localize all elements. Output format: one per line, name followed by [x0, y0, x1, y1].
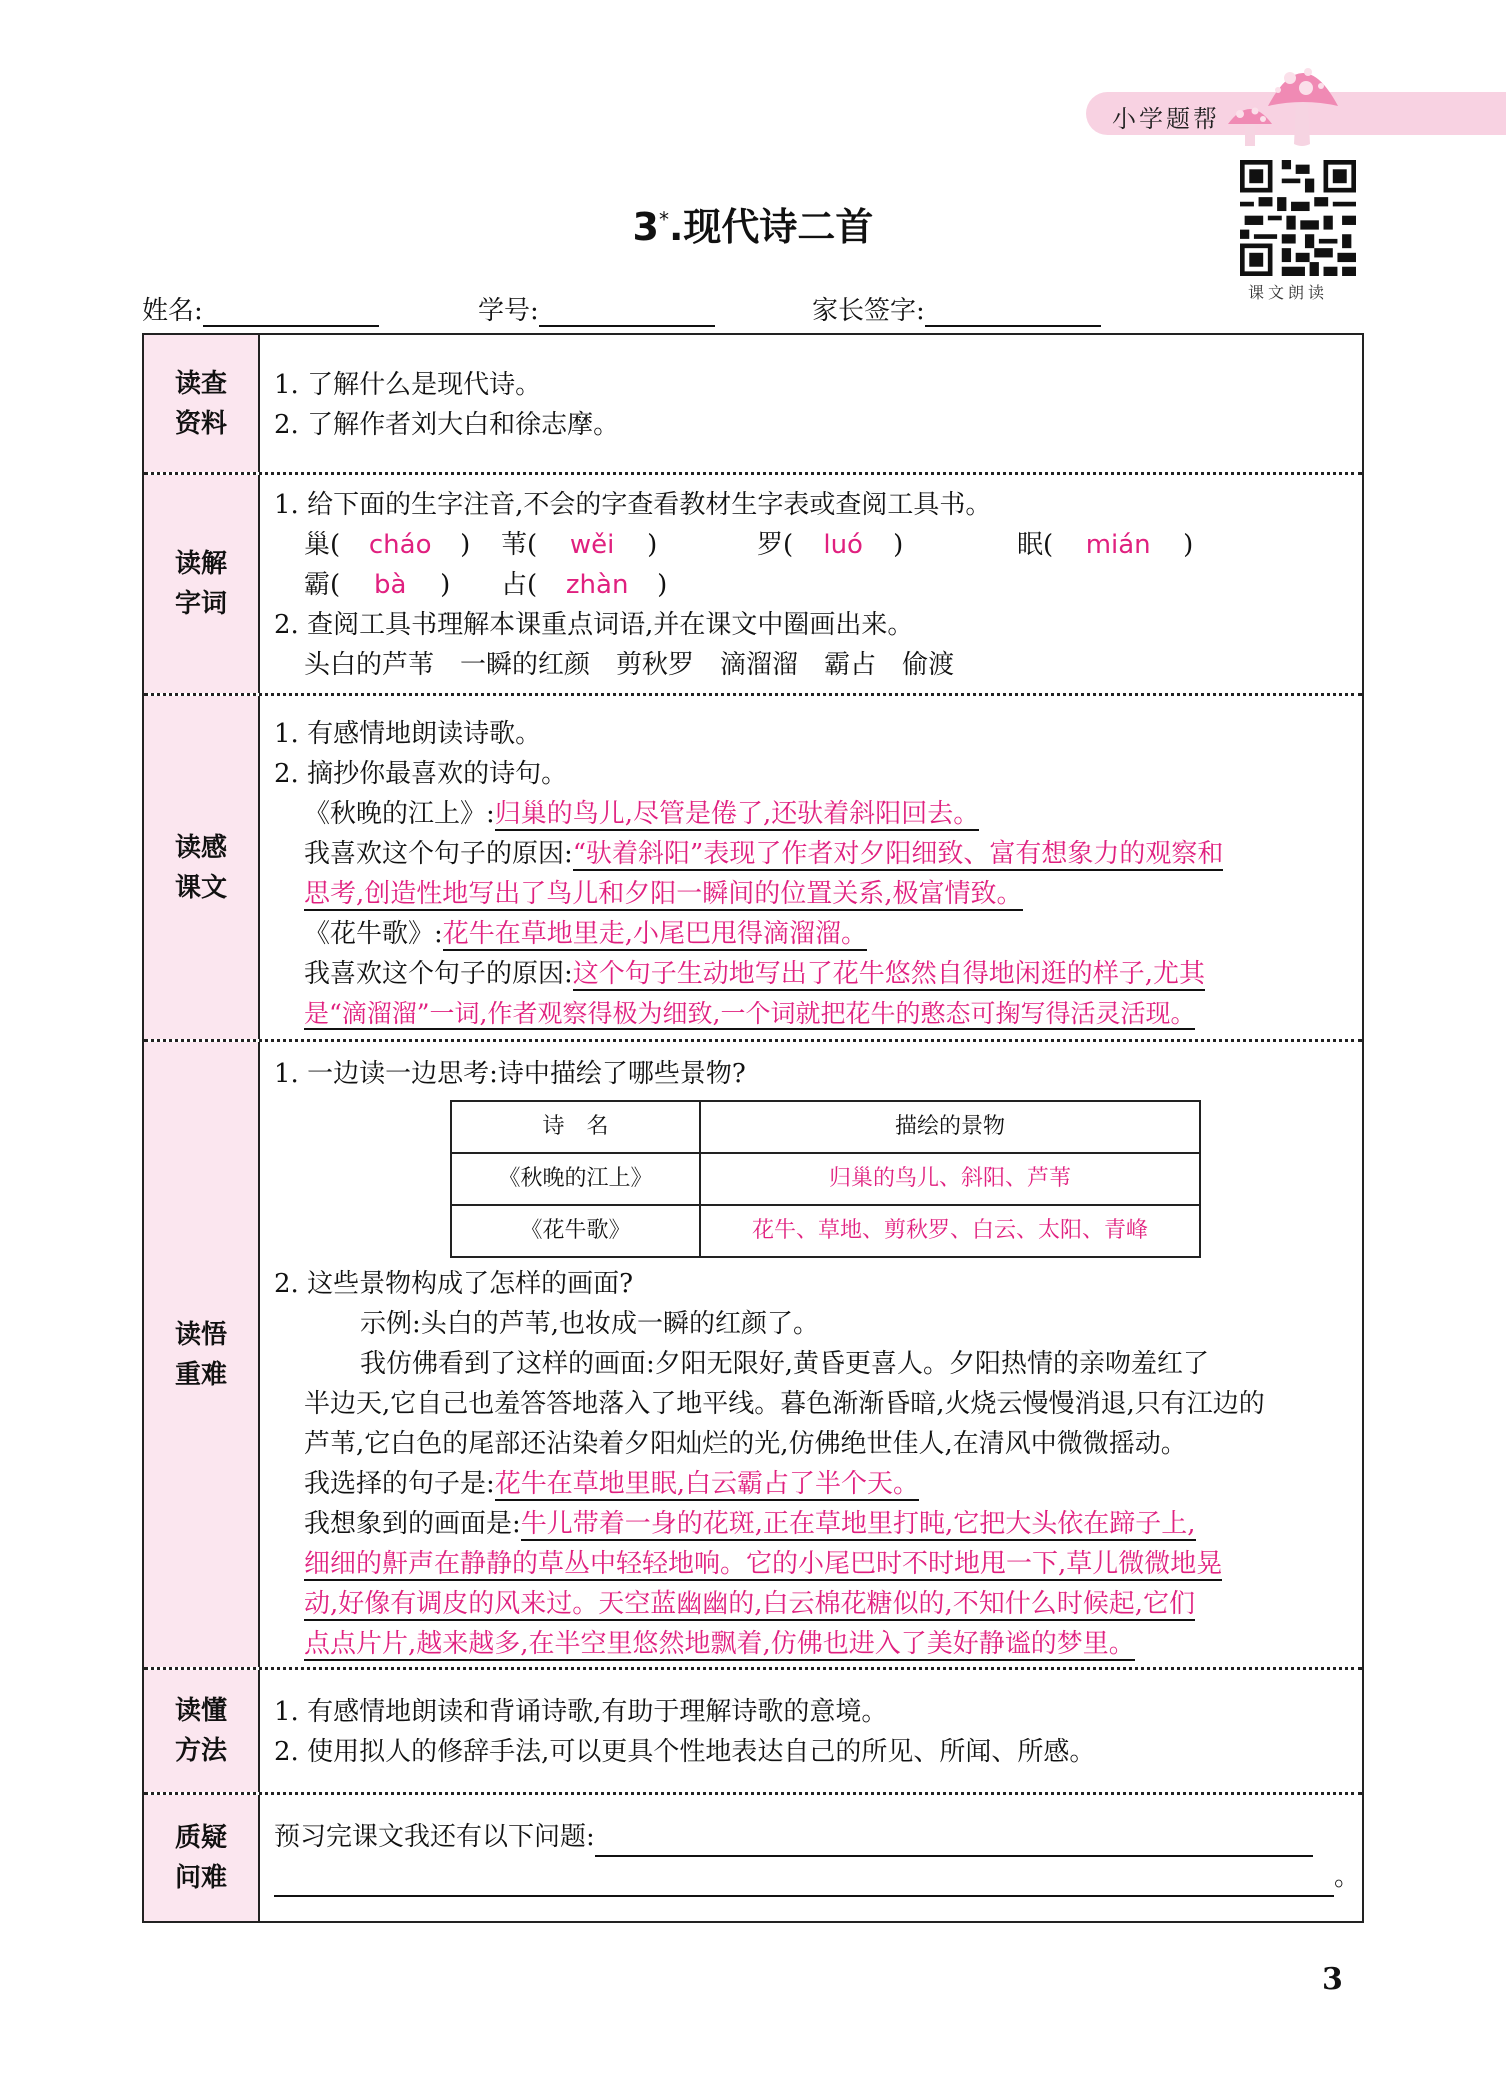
- reason-label: 我喜欢这个句子的原因:: [304, 959, 573, 989]
- scenery-table: [450, 1100, 1201, 1258]
- question: 1. 给下面的生字注音,不会的字查看教材生字表或查阅工具书。: [274, 490, 992, 520]
- section-vocabulary: [144, 475, 1362, 696]
- table-row: 《花牛歌》 花牛、草地、剪秋罗、白云、太阳、青峰: [451, 1205, 1200, 1257]
- pinyin-row: 霸( bà ) 占( zhàn ): [274, 565, 1348, 605]
- pinyin-answer[interactable]: luó: [823, 530, 863, 560]
- page-number: 3: [1322, 1962, 1343, 1997]
- name-label: 姓名:: [142, 296, 203, 326]
- qr-caption: 课文朗读: [1248, 283, 1329, 302]
- question: 2. 查阅工具书理解本课重点词语,并在课文中圈画出来。: [274, 610, 914, 640]
- answer-text[interactable]: 细细的鼾声在静静的草丛中轻轻地响。它的小尾巴时不时地甩一下,草儿微微地晃: [304, 1549, 1223, 1579]
- section-research: [144, 335, 1362, 475]
- section-label: 质疑 问难: [144, 1795, 260, 1921]
- section-label: 读悟 重难: [144, 1042, 260, 1667]
- list-item: 1. 有感情地朗读和背诵诗歌,有助于理解诗歌的意境。: [274, 1697, 888, 1727]
- pinyin-answer[interactable]: wěi: [569, 530, 615, 560]
- section-content: [260, 475, 1362, 693]
- list-item: 2. 使用拟人的修辞手法,可以更具个性地表达自己的所见、所闻、所感。: [274, 1737, 1096, 1767]
- student-id-field-group: [478, 290, 715, 327]
- answer-text[interactable]: 动,好像有调皮的风来过。天空蓝幽幽的,白云棉花糖似的,不知什么时候起,它们: [304, 1589, 1196, 1619]
- poem-title: 《秋晚的江上》:: [304, 799, 495, 829]
- section-content: [260, 1670, 1362, 1792]
- pinyin-answer[interactable]: bà: [373, 570, 407, 600]
- question: 1. 有感情地朗读诗歌。: [274, 719, 542, 749]
- section-reading: [144, 696, 1362, 1042]
- answer-text[interactable]: 花牛在草地里眠,白云霸占了半个天。: [494, 1469, 920, 1499]
- parent-signature-field-group: [812, 290, 1101, 327]
- key-words: 头白的芦苇 一瞬的红颜 剪秋罗 滴溜溜 霸占 偷渡: [304, 650, 955, 680]
- answer-text[interactable]: 花牛在草地里走,小尾巴甩得滴溜溜。: [442, 919, 868, 949]
- section-content: [260, 696, 1362, 1039]
- answer-text[interactable]: 点点片片,越来越多,在半空里悠然地飘着,仿佛也进入了美好静谧的梦里。: [304, 1629, 1135, 1659]
- pinyin-answer[interactable]: zhàn: [565, 570, 629, 600]
- answer-text[interactable]: “驮着斜阳”表现了作者对夕阳细致、富有想象力的观察和: [572, 839, 1224, 869]
- question: 2. 这些景物构成了怎样的画面?: [274, 1269, 634, 1299]
- answer-text[interactable]: 牛儿带着一身的花斑,正在草地里打盹,它把大头依在蹄子上,: [520, 1509, 1196, 1539]
- brand-title: 小学题帮: [1112, 105, 1220, 133]
- page-title: [0, 196, 1506, 251]
- parent-signature-label: 家长签字:: [812, 296, 925, 326]
- student-id-label: 学号:: [478, 296, 539, 326]
- section-label: 读感 课文: [144, 696, 260, 1039]
- section-methods: [144, 1670, 1362, 1795]
- section-questions: [144, 1795, 1362, 1921]
- section-label: 读懂 方法: [144, 1670, 260, 1792]
- list-item: 2. 了解作者刘大白和徐志摩。: [274, 410, 620, 440]
- table-row: 《秋晚的江上》 归巢的鸟儿、斜阳、芦苇: [451, 1153, 1200, 1205]
- lesson-title: .现代诗二首: [669, 205, 874, 249]
- question-prompt: 预习完课文我还有以下问题:: [274, 1822, 595, 1852]
- section-label: 读解 字词: [144, 475, 260, 693]
- question: 2. 摘抄你最喜欢的诗句。: [274, 759, 568, 789]
- example-text: 我仿佛看到了这样的画面:夕阳无限好,黄昏更喜人。夕阳热情的亲吻羞红了: [360, 1349, 1210, 1379]
- pinyin-answer[interactable]: cháo: [368, 530, 432, 560]
- table-header: 诗 名: [451, 1101, 700, 1153]
- example-text: 示例:头白的芦苇,也妆成一瞬的红颜了。: [360, 1309, 820, 1339]
- section-content: 预习完课文我还有以下问题: 。: [260, 1795, 1374, 1921]
- question-input-line[interactable]: [595, 1825, 1313, 1857]
- pinyin-row: 巢( cháo ) 苇( wěi ) 罗( luó ) 眠( mián ): [274, 525, 1348, 565]
- reason-label: 我喜欢这个句子的原因:: [304, 839, 573, 869]
- name-field-group: [142, 290, 379, 327]
- name-field[interactable]: [203, 297, 379, 327]
- answer-text[interactable]: 是“滴溜溜”一词,作者观察得极为细致,一个词就把花牛的憨态可掬写得活灵活现。: [304, 999, 1196, 1028]
- section-key-points: [144, 1042, 1362, 1670]
- section-content: [260, 335, 1362, 472]
- worksheet-table: [142, 333, 1364, 1923]
- student-id-field[interactable]: [539, 297, 715, 327]
- mushroom-large-icon: [1266, 58, 1340, 148]
- poem-title: 《花牛歌》:: [304, 919, 443, 949]
- question: 1. 一边读一边思考:诗中描绘了哪些景物?: [274, 1059, 746, 1089]
- list-item: 1. 了解什么是现代诗。: [274, 370, 542, 400]
- question-input-line[interactable]: [274, 1865, 1334, 1897]
- optional-mark: *: [659, 207, 669, 232]
- example-text: 半边天,它自己也羞答答地落入了地平线。暮色渐渐昏暗,火烧云慢慢消退,只有江边的: [304, 1389, 1265, 1419]
- pinyin-answer[interactable]: mián: [1085, 530, 1151, 560]
- section-content: 1. 一边读一边思考:诗中描绘了哪些景物? 诗 名 描绘的景物 《秋晚的江上》 归巢的鸟儿、斜阳、芦苇 《花牛歌》 花牛、草地、剪秋罗、白云、太阳、青峰 2. 这些景物构成了怎样的画面? 示例:头白的芦苇,也妆成一瞬的红颜了。 我仿佛看到了这样的画面:夕阳无限好,黄昏更喜人。夕阳热情的亲吻羞红了 半边天,它自己也羞答答地落入了地平线。暮色渐渐昏暗,火烧云慢慢消退,只有江边的 芦苇,它白色的尾部还沾染着夕阳灿烂的光,仿佛绝世佳人,在清风中微微摇动。 我选择的句子是:花牛在草地里眠,白云霸占了半个天。 我想象到的画面是:牛儿带着一身的花斑,正在草地里打盹,它把大头依在蹄子上, 细细的鼾声在静静的草丛中轻轻地响。它的小尾巴时不时地甩一下,草儿微微地晃 动,好像有调皮的风来过。天空蓝幽幽的,白云棉花糖似的,不知什么时候起,它们 点点片片,越来越多,在半空里悠然地飘着,仿佛也进入了美好静谧的梦里。: [260, 1042, 1362, 1667]
- answer-text[interactable]: 这个句子生动地写出了花牛悠然自得地闲逛的样子,尤其: [572, 959, 1206, 989]
- section-label: 读查 资料: [144, 335, 260, 472]
- answer-text[interactable]: 归巢的鸟儿,尽管是倦了,还驮着斜阳回去。: [494, 799, 980, 829]
- answer-text[interactable]: 思考,创造性地写出了鸟儿和夕阳一瞬间的位置关系,极富情致。: [304, 879, 1023, 909]
- parent-signature-field[interactable]: [925, 297, 1101, 327]
- example-text: 芦苇,它白色的尾部还沾染着夕阳灿烂的光,仿佛绝世佳人,在清风中微微摇动。: [304, 1429, 1187, 1459]
- table-header: 描绘的景物: [700, 1101, 1200, 1153]
- lesson-number: 3: [632, 205, 659, 249]
